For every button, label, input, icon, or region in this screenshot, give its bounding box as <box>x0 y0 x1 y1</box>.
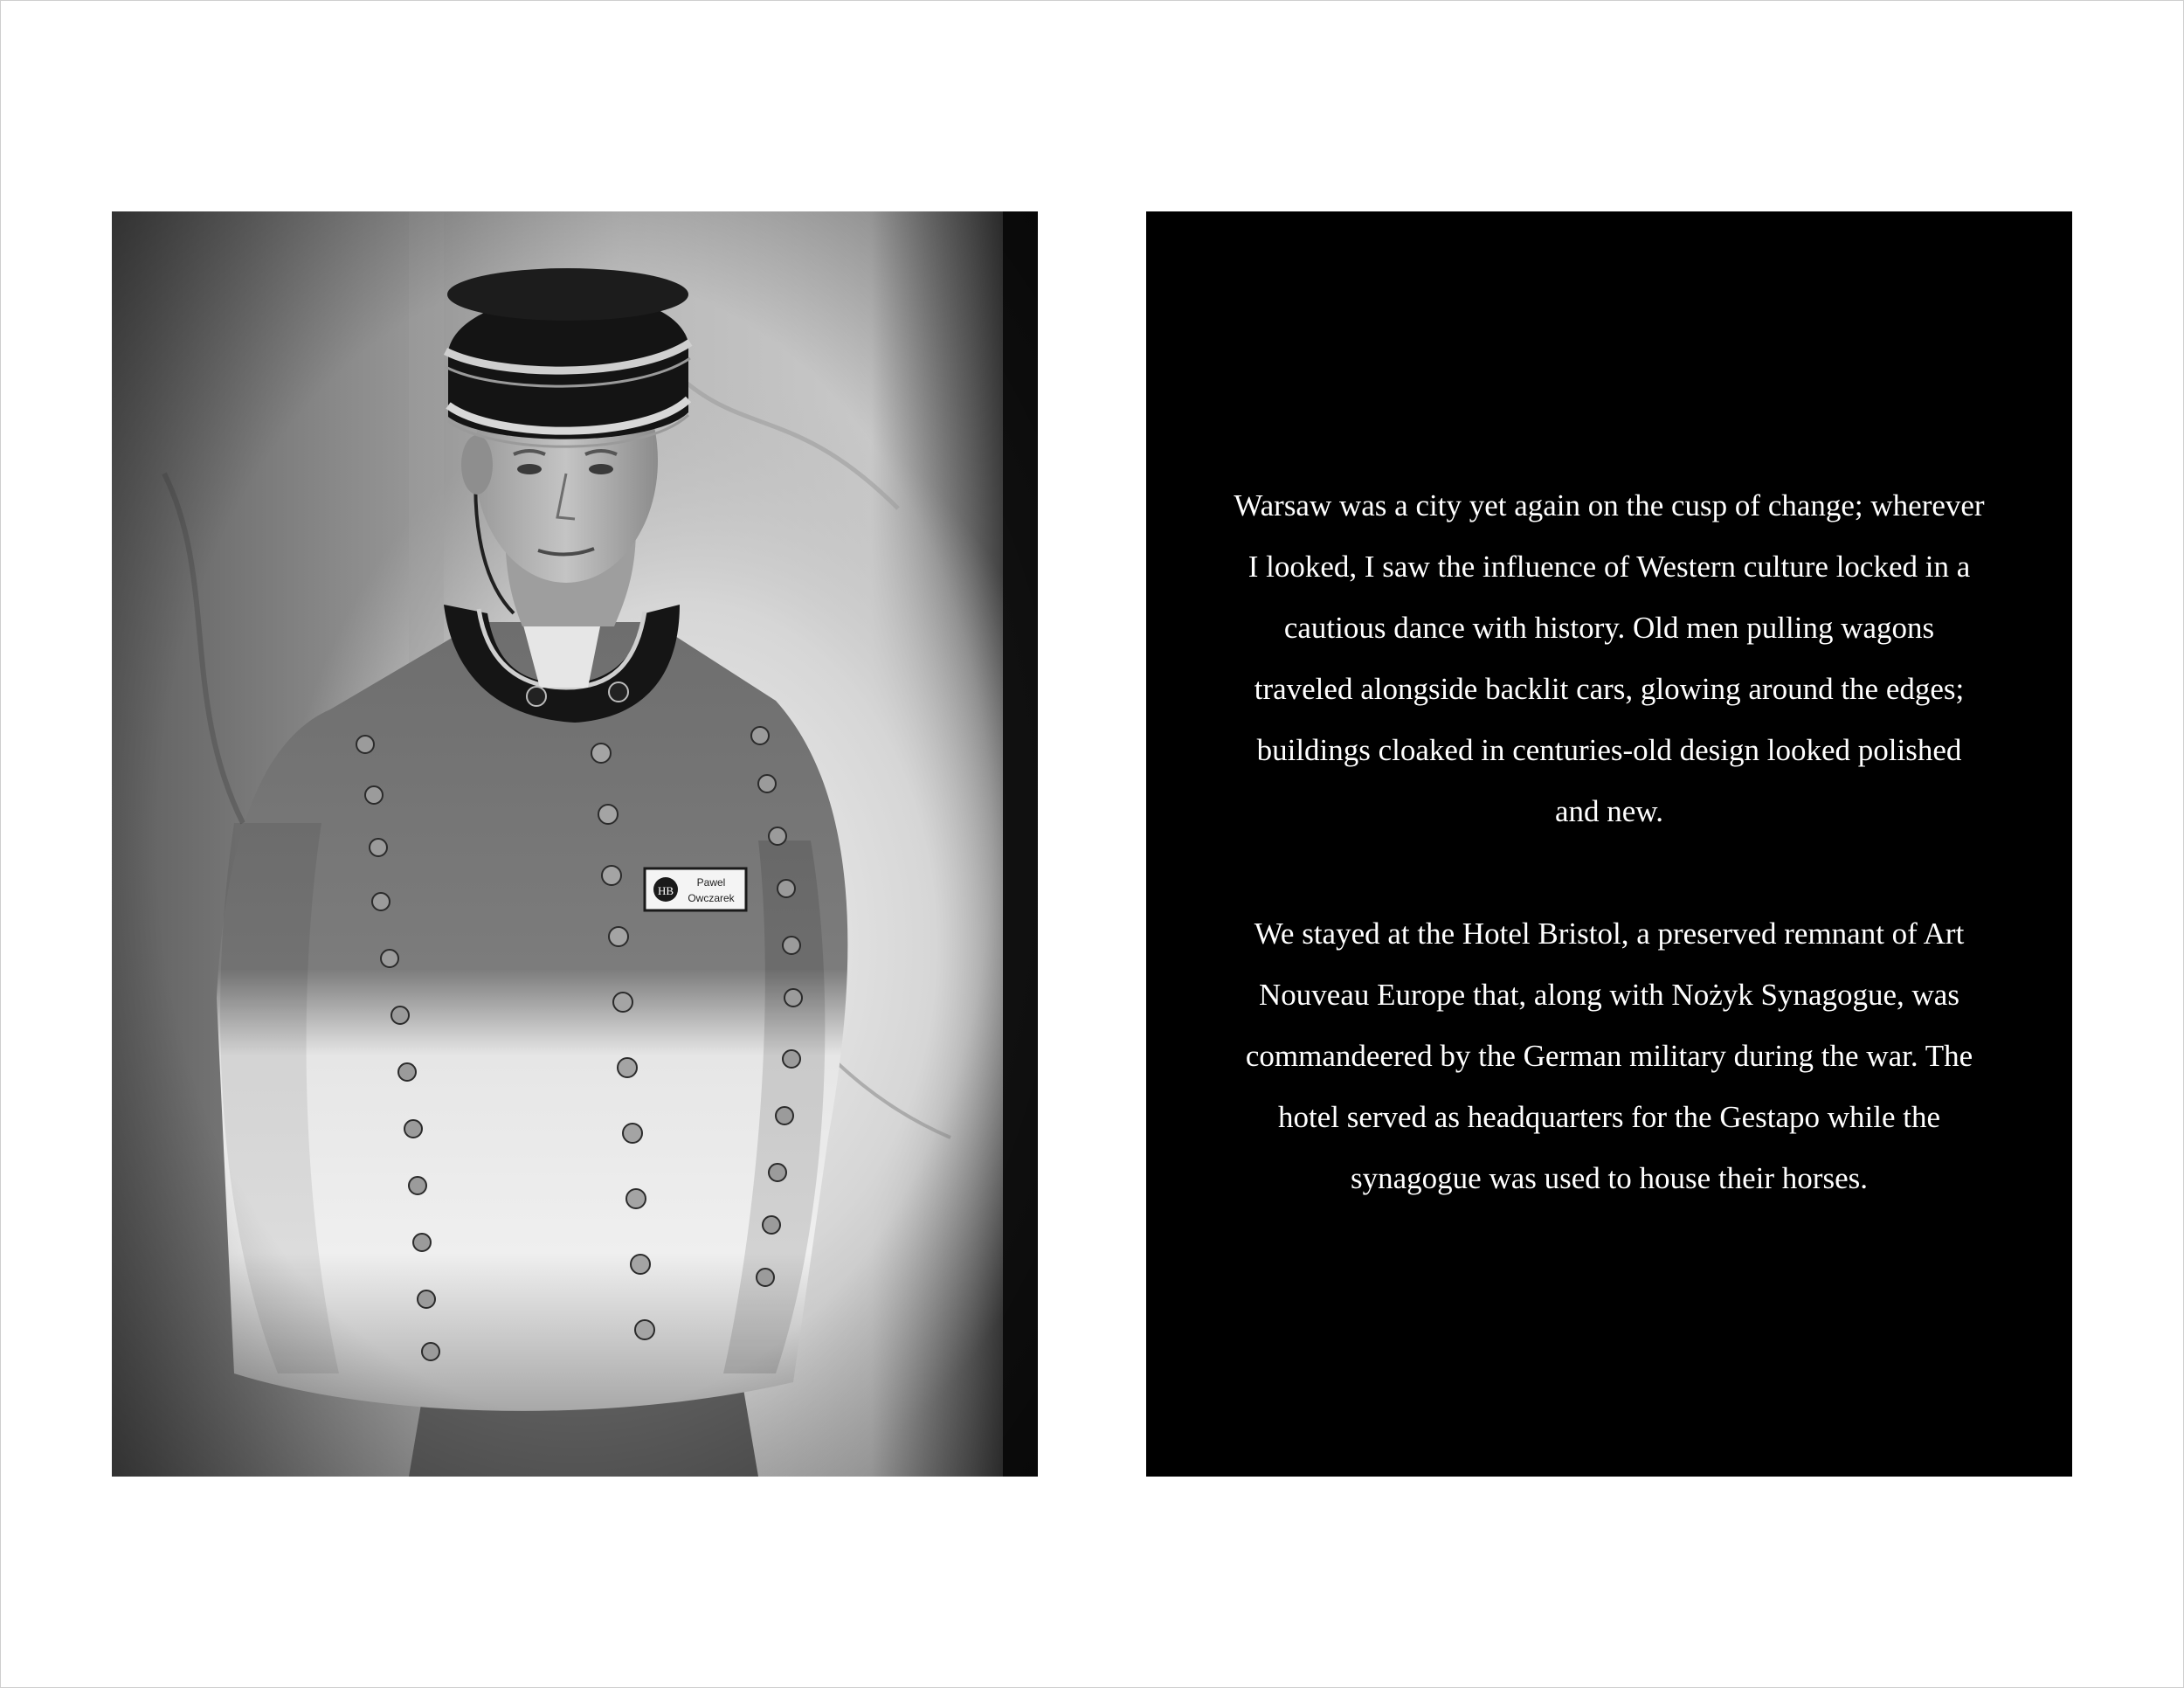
paragraph-warsaw: Warsaw was a city yet again on the cusp of change; wherever I looked, I saw the influence of Western culture locked in a cautious dance with history. Old men pulling wagons traveled alongside backlit cars, glowing around the edges; buildings cloaked in centuries-old design looked polished and new. <box>1234 488 1985 828</box>
bellhop-photograph <box>112 211 1038 1477</box>
text-block <box>1234 475 1985 1209</box>
text-panel <box>1146 211 2072 1477</box>
paragraph-hotel-bristol: We stayed at the Hotel Bristol, a preserved remnant of Art Nouveau Europe that, along with Nożyk Synagogue, was commandeered by the German military during the war. The hotel served as headquarters for the Gestapo while the synagogue was used to house their horses. <box>1245 917 1973 1195</box>
